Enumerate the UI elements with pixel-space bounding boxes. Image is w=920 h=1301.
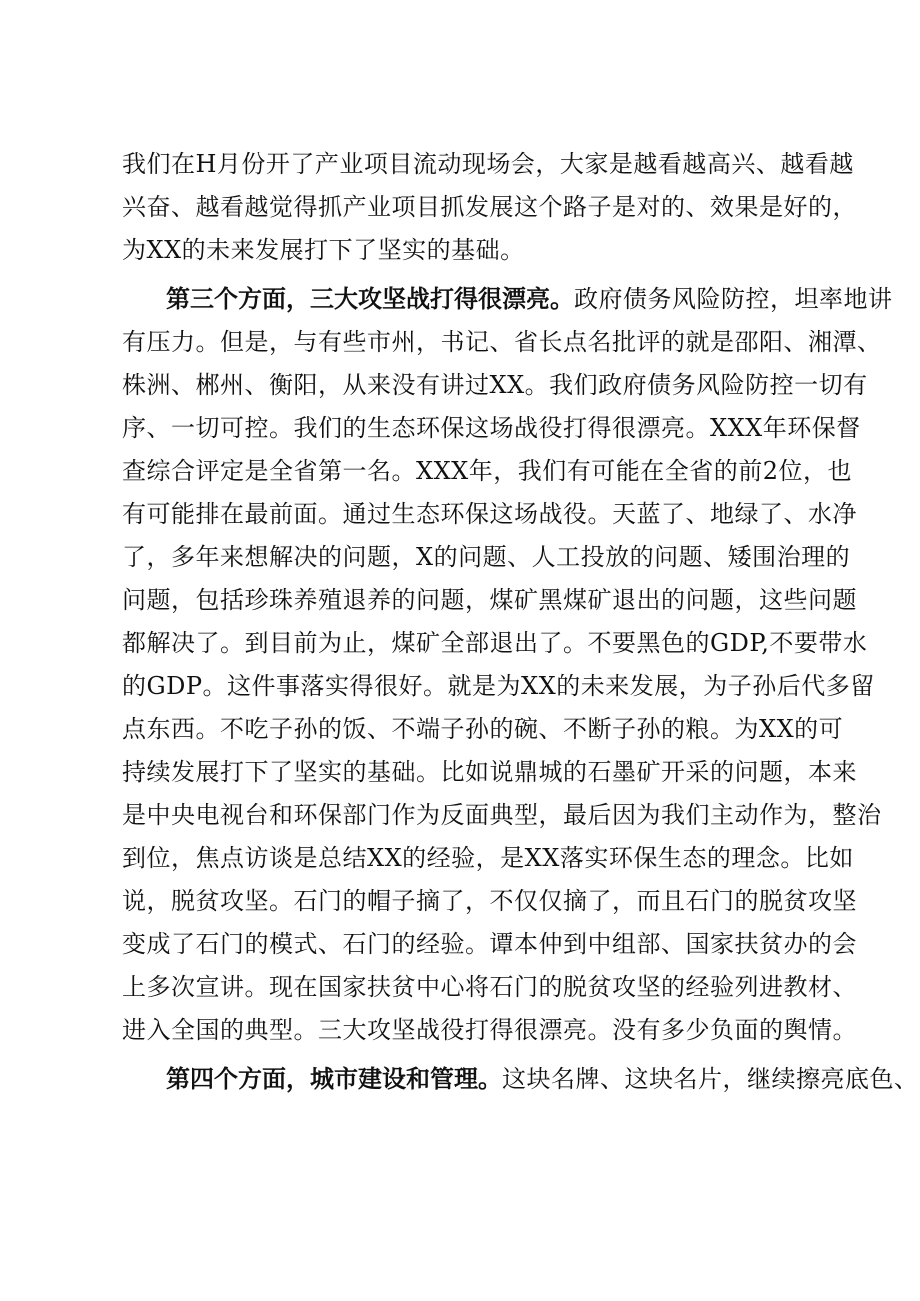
paragraph-1 — [122, 143, 857, 272]
paragraph-line: 说，脱贫攻坚。石门的帽子摘了，不仅仅摘了，而且石门的脱贫攻坚 — [122, 887, 857, 915]
paragraph-text: 这块名牌、这块名片，继续擦亮底色、 — [502, 1065, 919, 1093]
paragraph-2 — [122, 278, 893, 1052]
paragraph-line: 到位，焦点访谈是总结XX的经验，是XX落实环保生态的理念。比如 — [122, 844, 854, 872]
section-heading: 第四个方面，城市建设和管理。 — [166, 1065, 502, 1093]
paragraph-line: 是中央电视台和环保部门作为反面典型，最后因为我们主动作为，整治 — [122, 801, 882, 829]
paragraph-line: 为XX的未来发展打下了坚实的基础。 — [122, 236, 525, 264]
paragraph-line: 问题，包括珍珠养殖退养的问题，煤矿黑煤矿退出的问题，这些问题 — [122, 586, 857, 614]
paragraph-line: 兴奋、越看越觉得抓产业项目抓发展这个路子是对的、效果是好的， — [122, 193, 857, 221]
paragraph-line: 有压力。但是，与有些市州，书记、省长点名批评的就是邵阳、湘潭、 — [122, 328, 882, 356]
paragraph-line: 查综合评定是全省第一名。XXX年，我们有可能在全省的前2位，也 — [122, 457, 853, 485]
paragraph-line: 我们在H月份开了产业项目流动现场会，大家是越看越高兴、越看越 — [122, 150, 854, 178]
paragraph-3 — [122, 1058, 919, 1101]
paragraph-line: 持续发展打下了坚实的基础。比如说鼎城的石墨矿开采的问题，本来 — [122, 758, 857, 786]
paragraph-line: 序、一切可控。我们的生态环保这场战役打得很漂亮。XXX年环保督 — [122, 414, 861, 442]
document-body — [122, 143, 919, 1101]
paragraph-line: 上多次宣讲。现在国家扶贫中心将石门的脱贫攻坚的经验列进教材、 — [122, 973, 857, 1001]
paragraph-line: 都解决了。到目前为止，煤矿全部退出了。不要黑色的GDP,不要带水 — [122, 629, 868, 657]
paragraph-line: 点东西。不吃子孙的饭、不端子孙的碗、不断子孙的粮。为XX的可 — [122, 715, 844, 743]
paragraph-first-line — [122, 278, 893, 321]
paragraph-line: 的GDP。这件事落实得很好。就是为XX的未来发展，为子孙后代多留 — [122, 672, 875, 700]
paragraph-first-line — [122, 1058, 919, 1101]
paragraph-line: 变成了石门的模式、石门的经验。谭本仲到中组部、国家扶贫办的会 — [122, 930, 857, 958]
paragraph-line: 进入全国的典型。三大攻坚战役打得很漂亮。没有多少负面的舆情。 — [122, 1016, 857, 1044]
paragraph-line: 有可能排在最前面。通过生态环保这场战役。天蓝了、地绿了、水净 — [122, 500, 857, 528]
section-heading: 第三个方面，三大攻坚战打得很漂亮。 — [166, 285, 574, 313]
paragraph-text: 政府债务风险防控，坦率地讲 — [574, 285, 893, 313]
paragraph-line: 了，多年来想解决的问题，X的问题、人工投放的问题、矮围治理的 — [122, 543, 851, 571]
paragraph-line: 株洲、郴州、衡阳，从来没有讲过XX。我们政府债务风险防控一切有 — [122, 371, 868, 399]
